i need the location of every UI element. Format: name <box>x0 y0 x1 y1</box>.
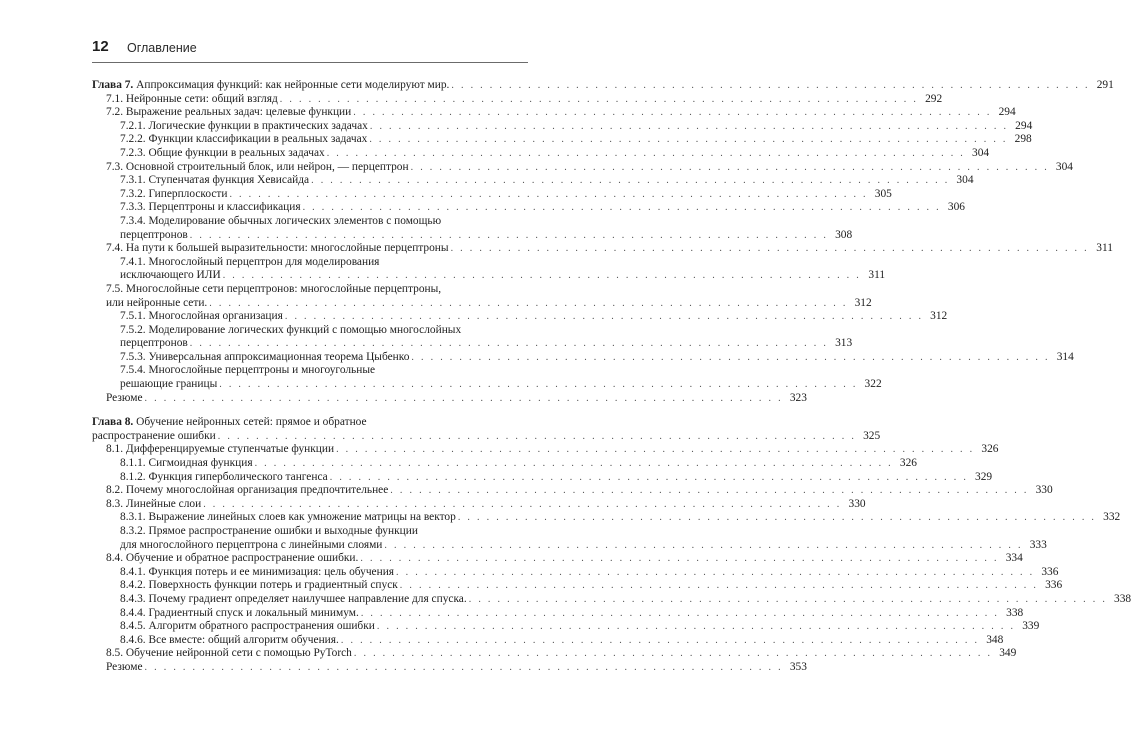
dot-leader: . . . . . . . . . . . . . . . . . . . . . . . . . . . . . . . . . . . . . . . . . . . . . . . . . . . . . . . . . . . . . . . . . . . <box>144 661 783 673</box>
toc-entry-title: 7.3.4. Моделирование обычных логических элементов с помощью <box>120 214 442 227</box>
toc-page-number: 311 <box>1096 242 1113 255</box>
dot-leader: . . . . . . . . . . . . . . . . . . . . . . . . . . . . . . . . . . . . . . . . . . . . . . . . . . . . . . . . . . . . . . . . . . . <box>329 471 969 483</box>
toc-entry-title: 7.4. На пути к большей выразительности: многослойные перцептроны <box>106 242 449 255</box>
dot-leader: . . . . . . . . . . . . . . . . . . . . . . . . . . . . . . . . . . . . . . . . . . . . . . . . . . . . . . . . . . . . . . . . . . . <box>222 270 862 282</box>
toc-page-number: 353 <box>789 660 807 673</box>
toc-entry-title: 7.1. Нейронные сети: общий взгляд <box>106 92 278 105</box>
toc-entry-title: 8.3.2. Прямое распространение ошибки и выходные функции <box>120 525 418 537</box>
toc-entry-title: 7.3.2. Гиперплоскости <box>120 187 228 200</box>
toc-page-number: 306 <box>947 201 965 214</box>
toc-entry-title: Глава 7. Аппроксимация функций: как нейронные сети моделируют мир. <box>92 79 450 91</box>
toc-subsection-entry <box>92 310 948 324</box>
toc-page-number: 348 <box>986 633 1004 646</box>
toc-page-number: 304 <box>1055 160 1073 173</box>
toc-page-number: 298 <box>1014 133 1032 146</box>
toc-subsection-entry <box>92 364 882 391</box>
page-header <box>92 38 528 63</box>
toc-section-entry <box>92 552 1023 566</box>
toc-page-number: 334 <box>1005 552 1023 565</box>
dot-leader: . . . . . . . . . . . . . . . . . . . . . . . . . . . . . . . . . . . . . . . . . . . . . . . . . . . . . . . . . . . . . . . . . . . <box>353 648 993 660</box>
toc-entry-title: Резюме <box>106 391 143 404</box>
running-title: Оглавление <box>127 41 197 55</box>
dot-leader: . . . . . . . . . . . . . . . . . . . . . . . . . . . . . . . . . . . . . . . . . . . . . . . . . . . . . . . . . . . . . . . . . . . <box>189 229 829 241</box>
toc-entry-title: 8.4.5. Алгоритм обратного распространения ошибки <box>120 620 375 633</box>
page-number: 12 <box>92 38 109 55</box>
table-of-contents <box>92 79 1131 675</box>
dot-leader: . . . . . . . . . . . . . . . . . . . . . . . . . . . . . . . . . . . . . . . . . . . . . . . . . . . . . . . . . . . . . . . . . . . <box>219 379 858 391</box>
toc-page-number: 330 <box>1035 484 1053 497</box>
toc-page-number: 292 <box>925 92 943 105</box>
toc-page-number: 325 <box>863 429 881 442</box>
toc-subsection-entry <box>92 457 917 471</box>
toc-section-entry <box>92 242 1113 256</box>
chapter-label: Глава 7. <box>92 79 137 91</box>
toc-entry-title: 8.4.3. Почему градиент определяет наилучшее направление для спуска. <box>120 592 467 605</box>
toc-entry-title: для многослойного перцептрона с линейными слоями <box>120 538 383 551</box>
toc-subsection-entry <box>92 255 886 283</box>
toc-page-number: 336 <box>1041 565 1059 578</box>
toc-entry-title: 8.1.2. Функция гиперболического тангенса <box>120 470 328 483</box>
toc-subsection-entry <box>92 606 1024 621</box>
dot-leader: . . . . . . . . . . . . . . . . . . . . . . . . . . . . . . . . . . . . . . . . . . . . . . . . . . . . . . . . . . . . . . . . . . . <box>189 338 829 350</box>
toc-page-number: 332 <box>1103 511 1121 524</box>
toc-page-number: 323 <box>789 391 807 404</box>
toc-entry-title: 7.5.4. Многослойные перцептроны и многоугольные <box>120 364 376 377</box>
toc-entry-title: 7.3.1. Ступенчатая функция Хевисайда <box>120 174 310 187</box>
toc-entry-title: 7.2.2. Функции классификации в реальных задачах <box>120 133 368 146</box>
dot-leader: . . . . . . . . . . . . . . . . . . . . . . . . . . . . . . . . . . . . . . . . . . . . . . . . . . . . . . . . . . . . . . . . . . . <box>229 188 868 200</box>
toc-entry-title: 7.2.3. Общие функции в реальных задачах <box>120 146 325 159</box>
dot-leader: . . . . . . . . . . . . . . . . . . . . . . . . . . . . . . . . . . . . . . . . . . . . . . . . . . . . . . . . . . . . . . . . . . . <box>399 580 1039 592</box>
toc-section-entry <box>92 282 872 310</box>
toc-entry-title: 8.5. Обучение нейронной сети с помощью PyTorch <box>106 647 352 660</box>
toc-entry-title: 8.1.1. Сигмоидная функция <box>120 457 253 470</box>
toc-chapter-entry <box>92 79 1114 93</box>
toc-subsection-entry <box>92 174 974 188</box>
dot-leader: . . . . . . . . . . . . . . . . . . . . . . . . . . . . . . . . . . . . . . . . . . . . . . . . . . . . . . . . . . . . . . . . . . . <box>396 566 1035 578</box>
toc-page-number: 338 <box>1114 592 1131 605</box>
dot-leader: . . . . . . . . . . . . . . . . . . . . . . . . . . . . . . . . . . . . . . . . . . . . . . . . . . . . . . . . . . . . . . . . . . . <box>360 553 999 565</box>
toc-page-number: 330 <box>848 497 866 510</box>
toc-subsection-entry <box>92 633 1004 648</box>
dot-leader: . . . . . . . . . . . . . . . . . . . . . . . . . . . . . . . . . . . . . . . . . . . . . . . . . . . . . . . . . . . . . . . . . . . <box>369 134 1008 146</box>
toc-entry-title: 7.5.2. Моделирование логических функций с помощью многослойных <box>120 323 462 336</box>
toc-subsection-entry <box>92 119 1033 134</box>
toc-chapter-entry <box>92 416 881 443</box>
dot-leader: . . . . . . . . . . . . . . . . . . . . . . . . . . . . . . . . . . . . . . . . . . . . . . . . . . . . . . . . . . . . . . . . . . . <box>451 80 1090 91</box>
dot-leader: . . . . . . . . . . . . . . . . . . . . . . . . . . . . . . . . . . . . . . . . . . . . . . . . . . . . . . . . . . . . . . . . . . . <box>369 120 1009 132</box>
dot-leader: . . . . . . . . . . . . . . . . . . . . . . . . . . . . . . . . . . . . . . . . . . . . . . . . . . . . . . . . . . . . . . . . . . . <box>457 512 1097 524</box>
toc-page-number: 326 <box>899 457 917 470</box>
toc-entry-title: 7.4.1. Многослойный перцептрон для моделирования <box>120 255 380 268</box>
dot-leader: . . . . . . . . . . . . . . . . . . . . . . . . . . . . . . . . . . . . . . . . . . . . . . . . . . . . . . . . . . . . . . . . . . . <box>384 539 1023 551</box>
toc-page-number: 322 <box>864 378 882 391</box>
toc-page-number: 311 <box>868 269 886 282</box>
toc-section-entry <box>92 647 1017 661</box>
toc-entry-title: 7.2. Выражение реальных задач: целевые функции <box>106 106 352 119</box>
dot-leader: . . . . . . . . . . . . . . . . . . . . . . . . . . . . . . . . . . . . . . . . . . . . . . . . . . . . . . . . . . . . . . . . . . . <box>410 161 1049 173</box>
toc-page-number: 291 <box>1096 79 1114 91</box>
dot-leader: . . . . . . . . . . . . . . . . . . . . . . . . . . . . . . . . . . . . . . . . . . . . . . . . . . . . . . . . . . . . . . . . . . . <box>353 107 992 119</box>
toc-entry-title: 7.5.1. Многослойная организация <box>120 310 283 323</box>
toc-section-entry <box>92 497 866 512</box>
dot-leader: . . . . . . . . . . . . . . . . . . . . . . . . . . . . . . . . . . . . . . . . . . . . . . . . . . . . . . . . . . . . . . . . . . . <box>360 607 1000 619</box>
toc-entry-title: 8.4. Обучение и обратное распространение ошибки. <box>106 552 359 565</box>
toc-entry-title: 8.4.2. Поверхность функции потерь и градиентный спуск <box>120 579 398 592</box>
toc-section-entry <box>92 391 807 406</box>
toc-page-number: 329 <box>975 470 993 483</box>
dot-leader: . . . . . . . . . . . . . . . . . . . . . . . . . . . . . . . . . . . . . . . . . . . . . . . . . . . . . . . . . . . . . . . . . . . <box>209 297 848 309</box>
toc-entry-title: перцептронов <box>120 228 188 241</box>
toc-page-number: 308 <box>835 228 853 241</box>
dot-leader: . . . . . . . . . . . . . . . . . . . . . . . . . . . . . . . . . . . . . . . . . . . . . . . . . . . . . . . . . . . . . . . . . . . <box>411 351 1050 363</box>
toc-page-number: 336 <box>1045 579 1063 592</box>
dot-leader: . . . . . . . . . . . . . . . . . . . . . . . . . . . . . . . . . . . . . . . . . . . . . . . . . . . . . . . . . . . . . . . . . . . <box>144 392 783 404</box>
toc-section-entry <box>92 484 1053 498</box>
toc-subsection-entry <box>92 350 1074 365</box>
toc-page-number: 304 <box>972 146 990 159</box>
toc-entry-title: 8.2. Почему многослойная организация предпочтительнее <box>106 484 389 497</box>
dot-leader: . . . . . . . . . . . . . . . . . . . . . . . . . . . . . . . . . . . . . . . . . . . . . . . . . . . . . . . . . . . . . . . . . . . <box>311 175 950 187</box>
toc-page-number: 304 <box>956 174 974 187</box>
dot-leader: . . . . . . . . . . . . . . . . . . . . . . . . . . . . . . . . . . . . . . . . . . . . . . . . . . . . . . . . . . . . . . . . . . . <box>340 634 980 646</box>
toc-page-number: 294 <box>998 106 1016 119</box>
toc-entry-title: Глава 8. Обучение нейронных сетей: прямое и обратное <box>92 416 367 429</box>
toc-entry-title: или нейронные сети. <box>106 296 208 309</box>
toc-subsection-entry <box>92 579 1063 593</box>
toc-entry-title: 8.4.4. Градиентный спуск и локальный минимум. <box>120 606 359 619</box>
toc-entry-title: решающие границы <box>120 378 218 391</box>
dot-leader: . . . . . . . . . . . . . . . . . . . . . . . . . . . . . . . . . . . . . . . . . . . . . . . . . . . . . . . . . . . . . . . . . . . <box>390 485 1029 497</box>
toc-section-entry <box>92 160 1073 175</box>
toc-subsection-entry <box>92 565 1059 580</box>
dot-leader: . . . . . . . . . . . . . . . . . . . . . . . . . . . . . . . . . . . . . . . . . . . . . . . . . . . . . . . . . . . . . . . . . . . <box>284 311 924 323</box>
toc-entry-title: распространение ошибки <box>92 429 216 442</box>
toc-page-number: 333 <box>1029 538 1047 551</box>
toc-entry-title: 8.3. Линейные слои <box>106 497 202 510</box>
dot-leader: . . . . . . . . . . . . . . . . . . . . . . . . . . . . . . . . . . . . . . . . . . . . . . . . . . . . . . . . . . . . . . . . . . . <box>203 498 842 510</box>
toc-subsection-entry <box>92 511 1121 525</box>
toc-page-number: 349 <box>999 647 1017 660</box>
toc-subsection-entry <box>92 146 990 161</box>
toc-entry-title: 8.1. Дифференцируемые ступенчатые функции <box>106 443 335 456</box>
dot-leader: . . . . . . . . . . . . . . . . . . . . . . . . . . . . . . . . . . . . . . . . . . . . . . . . . . . . . . . . . . . . . . . . . . . <box>336 444 975 456</box>
toc-entry-title: 7.2.1. Логические функции в практических задачах <box>120 119 368 132</box>
toc-page-number: 326 <box>981 443 999 456</box>
dot-leader: . . . . . . . . . . . . . . . . . . . . . . . . . . . . . . . . . . . . . . . . . . . . . . . . . . . . . . . . . . . . . . . . . . . <box>376 621 1016 633</box>
dot-leader: . . . . . . . . . . . . . . . . . . . . . . . . . . . . . . . . . . . . . . . . . . . . . . . . . . . . . . . . . . . . . . . . . . . <box>302 202 941 214</box>
toc-subsection-entry <box>92 525 1047 552</box>
toc-subsection-entry <box>92 214 853 242</box>
toc-entry-title: 8.4.6. Все вместе: общий алгоритм обучения. <box>120 633 339 646</box>
toc-subsection-entry <box>92 620 1040 634</box>
dot-leader: . . . . . . . . . . . . . . . . . . . . . . . . . . . . . . . . . . . . . . . . . . . . . . . . . . . . . . . . . . . . . . . . . . . <box>279 93 919 105</box>
toc-page-number: 339 <box>1022 620 1040 633</box>
toc-entry-title: исключающего ИЛИ <box>120 269 221 282</box>
toc-entry-title: 7.5.3. Универсальная аппроксимационная теорема Цыбенко <box>120 350 410 363</box>
toc-section-entry <box>92 660 807 675</box>
toc-page-number: 338 <box>1006 606 1024 619</box>
toc-subsection-entry <box>92 323 853 351</box>
dot-leader: . . . . . . . . . . . . . . . . . . . . . . . . . . . . . . . . . . . . . . . . . . . . . . . . . . . . . . . . . . . . . . . . . . . <box>468 593 1108 605</box>
toc-subsection-entry <box>92 187 892 202</box>
dot-leader: . . . . . . . . . . . . . . . . . . . . . . . . . . . . . . . . . . . . . . . . . . . . . . . . . . . . . . . . . . . . . . . . . . . <box>254 458 893 470</box>
dot-leader: . . . . . . . . . . . . . . . . . . . . . . . . . . . . . . . . . . . . . . . . . . . . . . . . . . . . . . . . . . . . . . . . . . . <box>217 430 857 442</box>
toc-subsection-entry <box>92 133 1032 147</box>
toc-entry-title: перцептронов <box>120 337 188 350</box>
toc-subsection-entry <box>92 201 965 215</box>
toc-entry-title: 7.5. Многослойные сети перцептронов: многослойные перцептроны, <box>106 282 442 295</box>
toc-entry-title: Резюме <box>106 660 143 673</box>
chapter-label: Глава 8. <box>92 416 137 429</box>
toc-entry-title: 8.4.1. Функция потерь и ее минимизация: цель обучения <box>120 565 395 578</box>
dot-leader: . . . . . . . . . . . . . . . . . . . . . . . . . . . . . . . . . . . . . . . . . . . . . . . . . . . . . . . . . . . . . . . . . . . <box>326 147 966 159</box>
toc-page-number: 305 <box>874 187 892 200</box>
toc-page-number: 312 <box>854 296 872 309</box>
toc-section-entry <box>92 92 943 107</box>
toc-section-entry <box>92 106 1016 120</box>
toc-entry-title: 8.3.1. Выражение линейных слоев как умножение матрицы на вектор <box>120 511 456 524</box>
toc-section-entry <box>92 443 999 457</box>
toc-subsection-entry <box>92 592 1131 607</box>
dot-leader: . . . . . . . . . . . . . . . . . . . . . . . . . . . . . . . . . . . . . . . . . . . . . . . . . . . . . . . . . . . . . . . . . . . <box>450 243 1089 255</box>
toc-subsection-entry <box>92 470 993 485</box>
toc-entry-title: 7.3.3. Перцептроны и классификация <box>120 201 301 214</box>
toc-page-number: 312 <box>930 310 948 323</box>
toc-page-number: 313 <box>835 337 853 350</box>
toc-page-number: 314 <box>1056 350 1074 363</box>
toc-page-number: 294 <box>1015 119 1033 132</box>
toc-entry-title: 7.3. Основной строительный блок, или нейрон, — перцептрон <box>106 160 409 173</box>
